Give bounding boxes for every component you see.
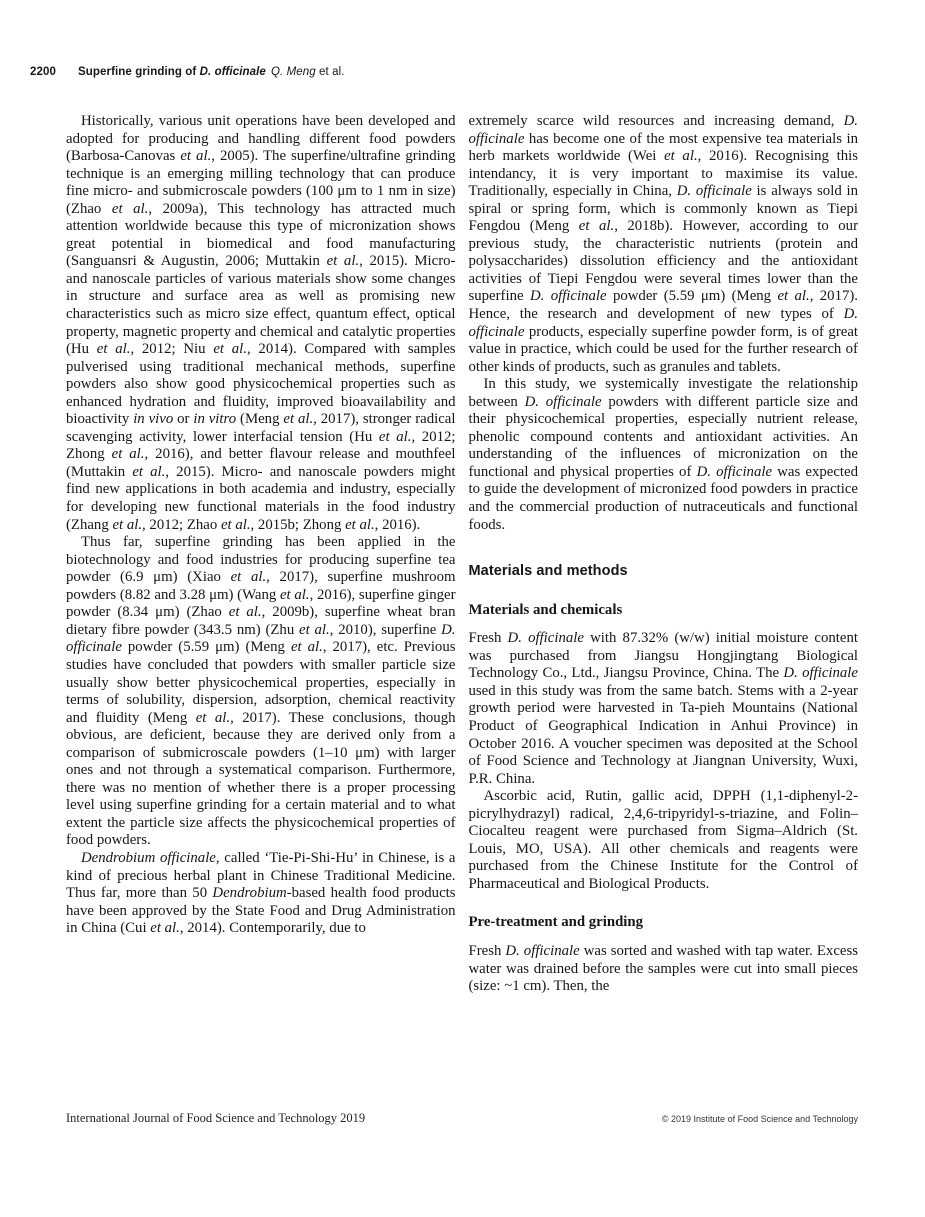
page-footer xyxy=(66,1111,858,1126)
paragraph: extremely scarce wild resources and increasing demand, D. officinale has become one of the most expensive tea materials in herb markets worldwide (Wei et al., 2016). Recognising this intendancy, it is very important to maximise its value. Traditionally, especially in China, D. officinale is always sold in spiral or spring form, which is commonly known as Tiepi Fengdou (Meng et al., 2018b). However, according to our previous study, the characteristic nutrients (protein and polysaccharides) dissolution efficiency and the antioxidant activities of Tiepi Fengdou were several times lower than the superfine D. officinale powder (5.59 μm) (Meng et al., 2017). Hence, the research and development of new types of D. officinale products, especially superfine powder form, is of great value in practice, which could be used for the further research of other kinds of products, such as granules and tablets. xyxy=(468,113,858,375)
paragraph: Historically, various unit operations have been developed and adopted for producing and handling different food powders (Barbosa-Canovas et al., 2005). The superfine/ultrafine grinding technique is an emerging milling technology that can produce fine micro- and submicroscale powders (100 μm to 1 nm in size) (Zhao et al., 2009a), This technology has attracted much attention worldwide because this type of micronization shows great potential in biomedical and food manufacturing (Sanguansri & Augustin, 2006; Muttakin et al., 2015). Micro- and nanoscale particles of various materials show some changes in structure and surface area as well as promising new characteristics such as micro size effect, quantum effect, optical property, magnetic property and chemical and catalytic properties (Hu et al., 2012; Niu et al., 2014). Compared with samples pulverised using traditional mechanical methods, superfine powders also show good physicochemical properties such as enhanced hydration and fluidity, improved bioavailability and bioactivity in vivo or in vitro (Meng et al., 2017), stronger radical scavenging activity, lower interfacial tension (Hu et al., 2012; Zhong et al., 2016), and better flavour release and mouthfeel (Muttakin et al., 2015). Micro- and nanoscale powders might find new applications in both academia and industry, especially for developing new functional materials in the food industry (Zhang et al., 2012; Zhao et al., 2015b; Zhong et al., 2016). xyxy=(66,113,456,533)
page-header xyxy=(30,66,858,78)
paragraph: Ascorbic acid, Rutin, gallic acid, DPPH (1,1-diphenyl-2-picrylhydrazyl) radical, 2,4,6-tripyridyl-s-triazine, and Folin–Ciocalteu reagent were purchased from Sigma–Aldrich (St. Louis, MO, USA). All other chemicals and reagents were purchased from the Chinese Institute for the Control of Pharmaceutical and Biological Products. xyxy=(468,788,858,892)
section-heading: Materials and methods xyxy=(468,563,628,580)
paragraph: Thus far, superfine grinding has been applied in the biotechnology and food industries for producing superfine tea powder (6.9 μm) (Xiao et al., 2017), superfine mushroom powders (8.82 and 3.28 μm) (Wang et al., 2016), superfine ginger powder (8.34 μm) (Zhao et al., 2009b), superfine wheat bran dietary fibre powder (343.5 nm) (Zhu et al., 2010), superfine D. officinale powder (5.59 μm) (Meng et al., 2017), etc. Previous studies have concluded that powders with smaller particle size usually show better physicochemical properties, especially in terms of solubility, dispersion, adsorption, chemical reactivity and fluidity (Meng et al., 2017). These conclusions, though obvious, are deficient, because they are derived only from a comparison of submicroscale powders (1–10 μm) with larger ones and not through a systematical comparison. Furthermore, there was no mention of whether there is a proper processing level using superfine grinding for a certain material and to what extent the particle size affects the physicochemical properties of food powders. xyxy=(66,534,456,849)
page-number: 2200 xyxy=(30,66,56,78)
left-column xyxy=(66,113,456,996)
paragraph: In this study, we systemically investigate the relationship between D. officinale powders with different particle size and their physicochemical properties, especially nutrient release, phenolic compound contents and antioxidant activities. An understanding of the influences of micronization on the functional and physical properties of D. officinale was expected to guide the development of micronized food powders in practice and the commercial production of nutraceuticals and functional foods. xyxy=(468,376,858,533)
article-body xyxy=(66,113,858,996)
running-title: Superfine grinding of D. officinale xyxy=(77,66,266,78)
paragraph: Fresh D. officinale was sorted and washed with tap water. Excess water was drained before the samples were cut into small pieces (size: ~1 cm). Then, the xyxy=(468,942,858,995)
copyright-notice: © 2019 Institute of Food Science and Technology xyxy=(661,1114,858,1124)
subsection-heading: Pre-treatment and grinding xyxy=(468,914,644,931)
paragraph: Fresh D. officinale with 87.32% (w/w) initial moisture content was purchased from Jiangsu Hongjingtang Biological Technology Co., Ltd., Jiangsu Province, China. The D. officinale used in this study was from the same batch. Stems with a 2-year growth period were harvested in Ta-pieh Mountains (National Product of Geographical Indication in Anhui Province) in October 2016. A voucher specimen was deposited at the School of Food Science and Technology at Jiangnan University, Wuxi, P.R. China. xyxy=(468,630,858,787)
paragraph: Dendrobium officinale, called ‘Tie-Pi-Shi-Hu’ in Chinese, is a kind of precious herbal plant in Chinese Traditional Medicine. Thus far, more than 50 Dendrobium-based health food products have been approved by the State Food and Drug Administration in China (Cui et al., 2014). Contemporarily, due to xyxy=(66,849,456,937)
journal-name: International Journal of Food Science and Technology 2019 xyxy=(66,1111,366,1125)
running-authors: Q. Meng et al. xyxy=(270,66,345,78)
subsection-heading: Materials and chemicals xyxy=(468,601,623,618)
right-column xyxy=(469,113,859,996)
